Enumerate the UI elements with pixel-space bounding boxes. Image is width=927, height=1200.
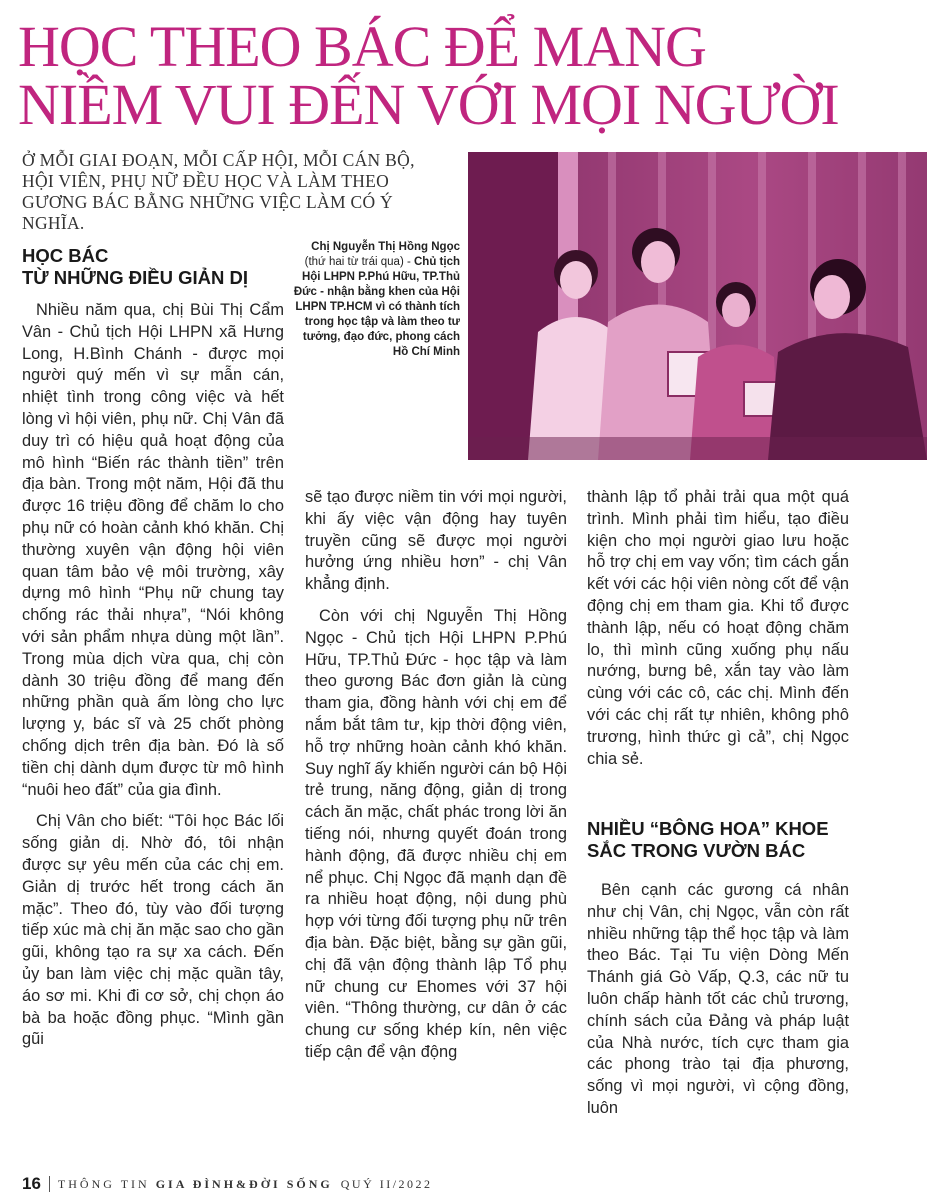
section-heading-1-line-2: TỪ NHỮNG ĐIỀU GIẢN DỊ [22,267,248,288]
text-column-3 [587,487,849,780]
magazine-prefix: THÔNG TIN [57,1176,156,1191]
magazine-name [58,1177,333,1192]
section-heading-1-line-1: HỌC BÁC [22,245,109,266]
paragraph: Nhiều năm qua, chị Bùi Thị Cẩm Vân - Chủ tịch Hội LHPN xã Hưng Long, H.Bình Chánh - được mọi người quý mến vì sự mẫn cán, nhiệt tình trong công việc và hết lòng vì hội viên, phụ nữ. Chị Vân đã duy trì có hiệu quả hoạt động của mô hình “Biến rác thành tiền” trên địa bàn. Trong một năm, Hội đã thu được 16 triệu đồng để chăm lo cho phụ nữ có hoàn cảnh khó khăn. Chị thường xuyên vận động hội viên quan tâm bảo vệ môi trường, xây dựng mô hình “Phụ nữ chung tay chống rác thải nhựa”, “Nói không với sản phẩm nhựa dùng một lần”. Trong mùa dịch vừa qua, chị còn dành 30 triệu đồng để mang đến những phần quà ấm lòng cho lực lượng y, bác sĩ và 25 chốt phòng chống dịch trên địa bàn. Đó là số tiền chị dành dụm được từ mô hình “nuôi heo đất” của gia đình. [22,301,284,799]
article-lead: Ở MỖI GIAI ĐOẠN, MỖI CẤP HỘI, MỖI CÁN BỘ, HỘI VIÊN, PHỤ NỮ ĐỀU HỌC VÀ LÀM THEO GƯƠNG BÁC BẰNG NHỮNG VIỆC LÀM CÓ Ý NGHĨA. [22,150,415,233]
headline-line-1: HỌC THEO BÁC ĐỂ MANG [18,14,706,79]
article-headline [18,14,918,137]
paragraph: Chị Vân cho biết: “Tôi học Bác lối sống giản dị. Nhờ đó, tôi nhận được sự yêu mến của các chị em. Giản dị trước hết trong cách ăn mặc”. Theo đó, tùy vào đối tượng tiếp xúc mà chị ăn mặc sao cho gần gũi, không tạo ra sự xa cách. Đến ủy ban làm việc chị mặc quần tây, áo sơ mi. Khi đi cơ sở, chị chọn áo bà ba hoặc đồng phục. “Mình gần gũi [22,812,284,1049]
paragraph: thành lập tổ phải trải qua một quá trình. Mình phải tìm hiểu, tạo điều kiện cho mọi người giao lưu hoặc hỗ trợ chị em vay vốn; tìm cách gắn kết với các hội viên nòng cốt để vận động chị em tham gia. Khi tổ được thành lập, nếu có hoạt động chăm lo, thì mình cũng xuống phụ nấu nướng, bưng bê, xắn tay vào làm cùng với các cô, các chị. Mình đến với các chị rất tự nhiên, không phô trương, hình thức gì cả”, chị Ngọc chia sẻ. [587,488,849,768]
magazine-title: GIA ĐÌNH&ĐỜI SỐNG [155,1176,333,1191]
issue-label: QUÝ II/2022 [340,1176,433,1191]
section-heading-2 [587,818,887,862]
text-column-2 [305,487,567,1074]
page-footer [22,1172,902,1196]
photo-caption [290,240,460,360]
award-photo [468,152,927,460]
text-column-1 [22,300,284,1061]
caption-name: Chị Nguyễn Thị Hồng Ngọc [311,241,460,253]
text-column-3-continued [587,880,849,1130]
caption-description: Chủ tịch Hội LHPN P.Phú Hữu, TP.Thủ Đức - nhận bằng khen của Hội LHPN TP.HCM vì có thành tích trong học tập và làm theo tư tưởng, đạo đức, phong cách Hồ Chí Minh [293,256,460,358]
footer-divider [49,1176,50,1192]
section-heading-2-line-1: NHIỀU “BÔNG HOA” KHOE [587,818,829,839]
page-number: 16 [22,1174,41,1193]
caption-note: (thứ hai từ trái qua) - [304,256,414,268]
award-photo-illustration [468,152,927,460]
paragraph: Bên cạnh các gương cá nhân như chị Vân, chị Ngọc, vẫn còn rất nhiều những tập thể học tập và làm theo Bác. Tại Tu viện Dòng Mến Thánh giá Gò Vấp, Q.3, các nữ tu luôn chấp hành tốt các chủ trương, chính sách của Đảng và pháp luật của Nhà nước, tích cực tham gia các phong trào tại địa phương, sống vì mọi người, vì cộng đồng, luôn [587,881,849,1117]
section-heading-1 [22,245,284,289]
paragraph: Còn với chị Nguyễn Thị Hồng Ngọc - Chủ tịch Hội LHPN P.Phú Hữu, TP.Thủ Đức - học tập và làm theo gương Bác đơn giản là cùng tham gia, đồng hành với chị em để nắm bắt tâm tư, kịp thời động viên, hỗ trợ những hoàn cảnh khó khăn. Suy nghĩ ấy khiến người cán bộ Hội trẻ trung, năng động, giản dị trong cách ăn mặc, chất phác trong lời ăn tiếng nói, nhưng quyết đoán trong hành động, đã được nhiều chị em nể phục. Chị Ngọc đã mạnh dạn đề ra nhiều hoạt động, nội dung phù hợp với từng đối tượng phụ nữ trên địa bàn. Đặc biệt, bằng sự gần gũi, chị đã vận động thành lập Tổ phụ nữ chung cư Ehomes với 37 hội viên. “Thông thường, cư dân ở các chung cư sống khép kín, nên việc tiếp cận để vận động [305,606,567,1061]
headline-line-2: NIỀM VUI ĐẾN VỚI MỌI NGƯỜI [18,72,839,137]
section-heading-2-line-2: SẮC TRONG VƯỜN BÁC [587,840,806,861]
paragraph: sẽ tạo được niềm tin với mọi người, khi ấy việc vận động hay tuyên truyền cũng sẽ được mọi người hưởng ứng nhiều hơn” - chị Vân khẳng định. [305,488,567,594]
